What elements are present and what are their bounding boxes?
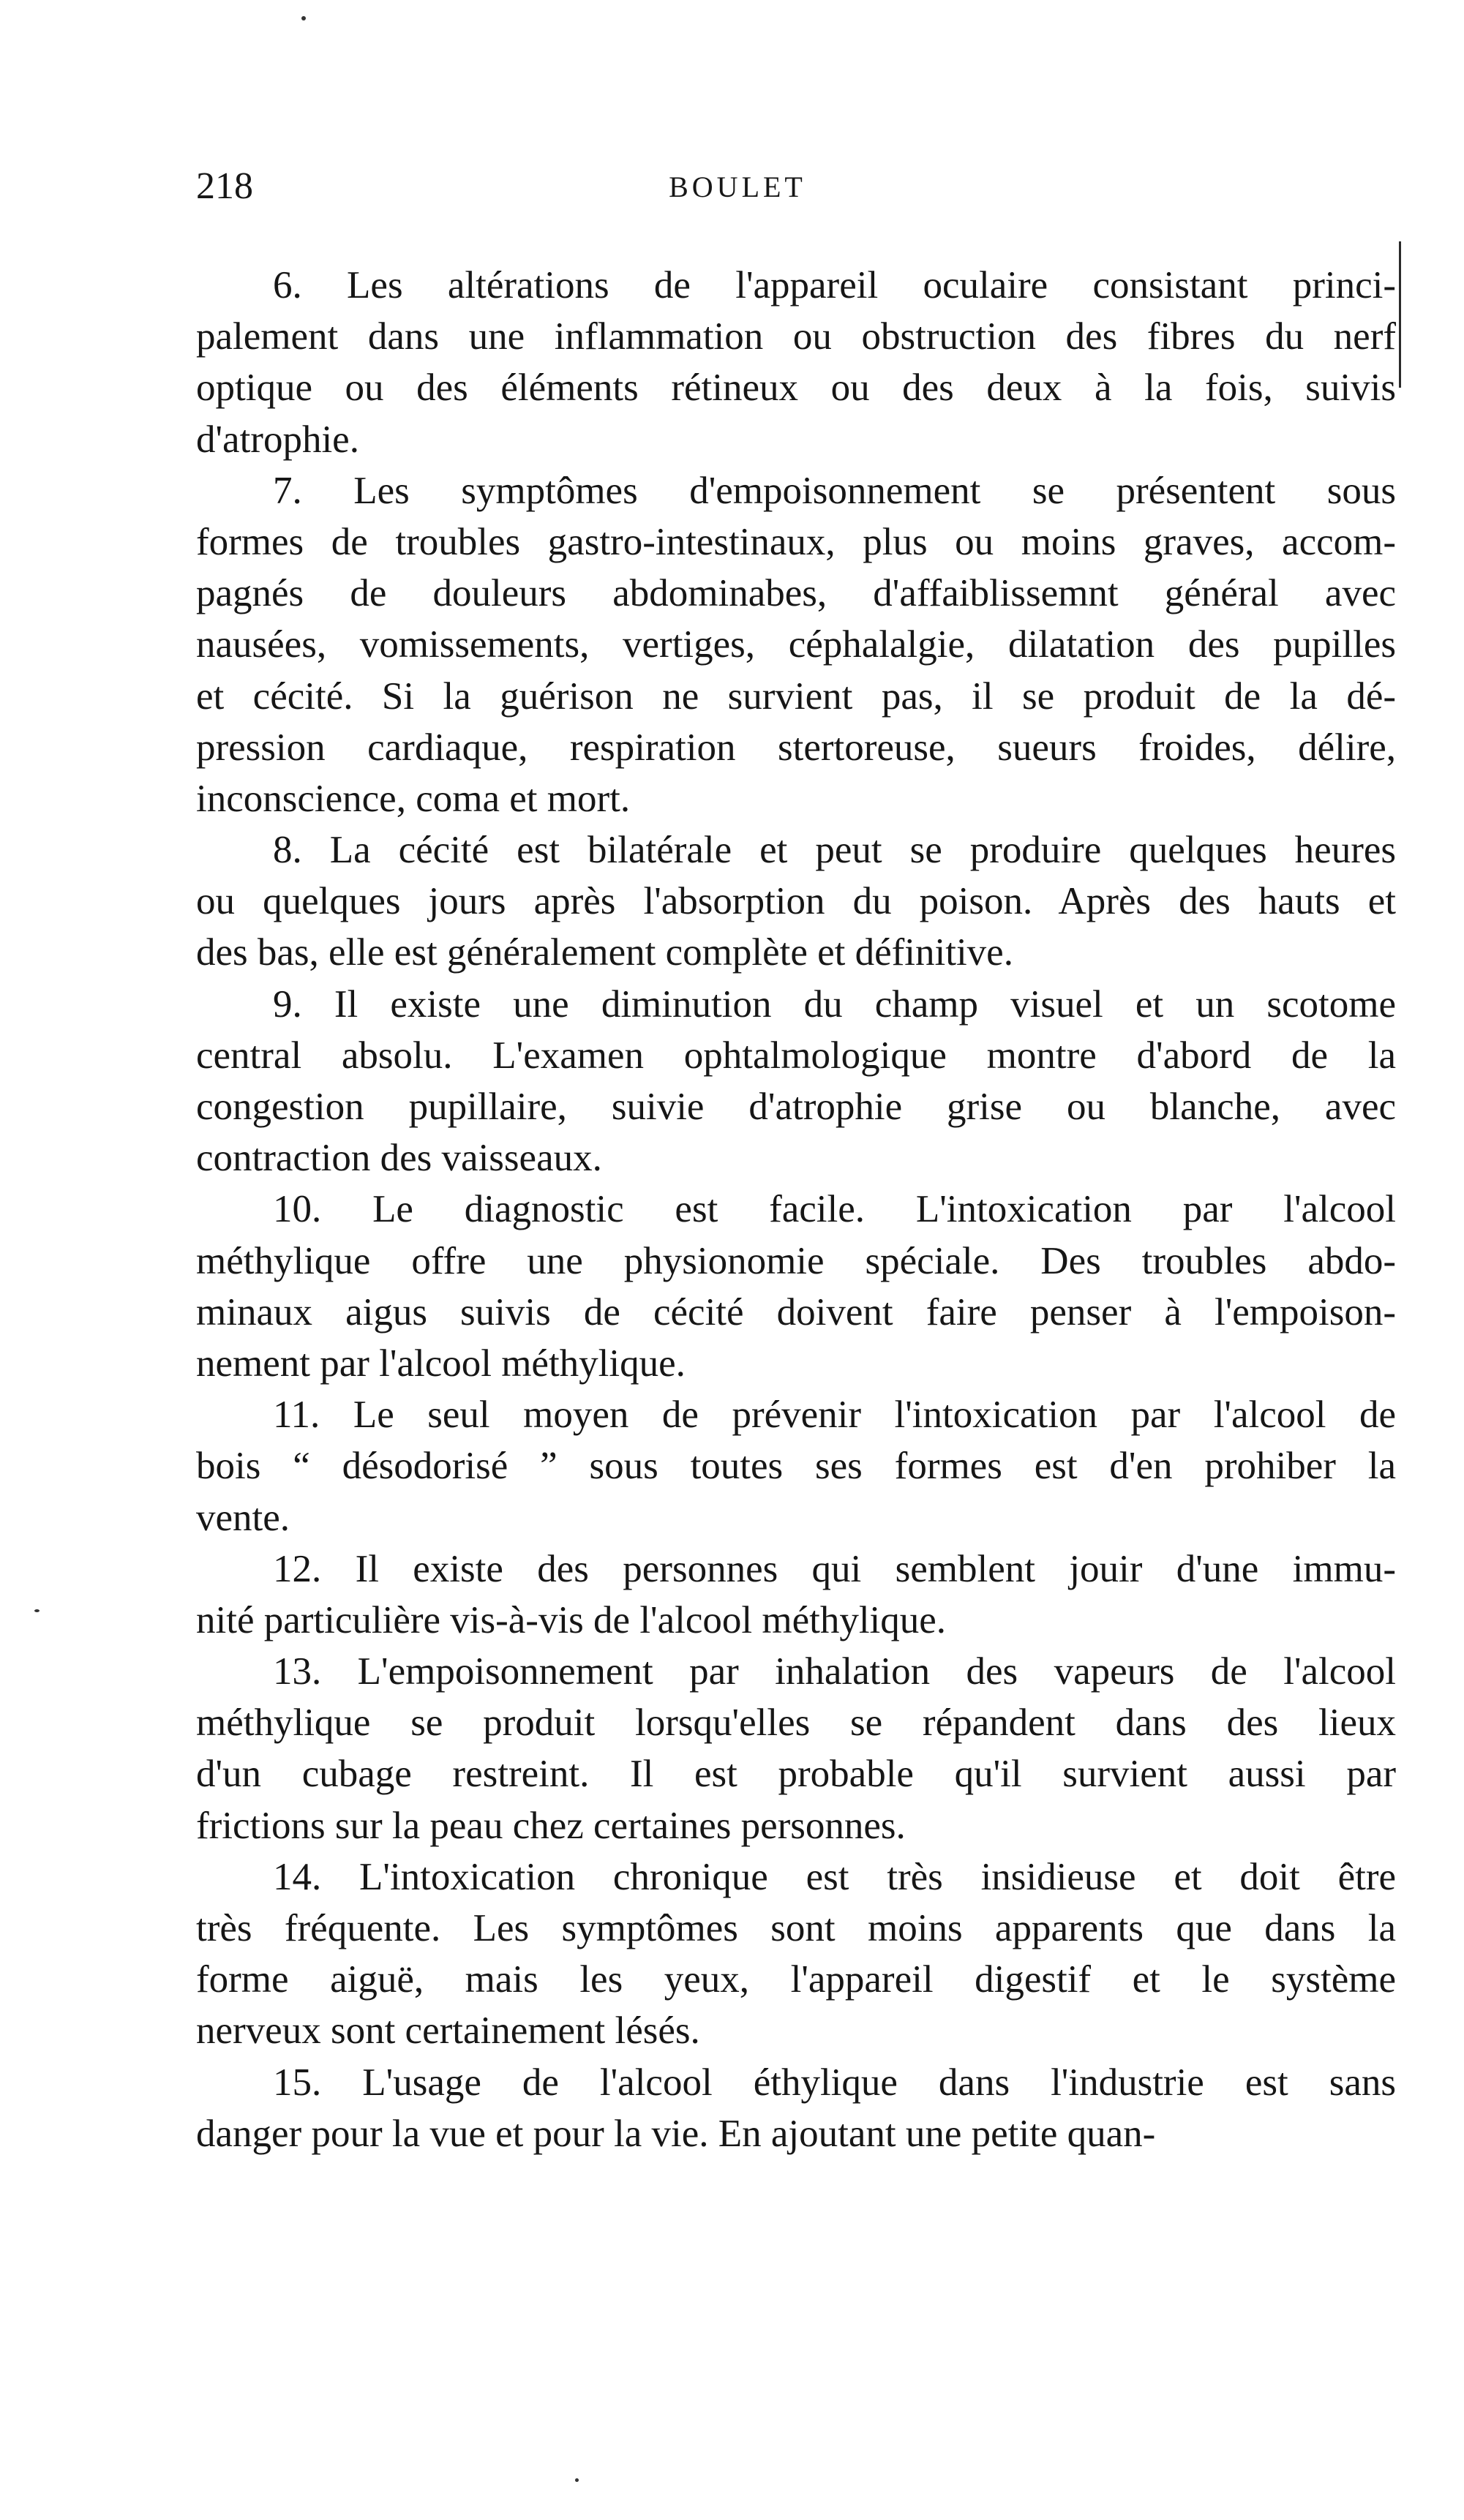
paragraph-line xyxy=(196,1800,1396,1851)
paragraph-first-line xyxy=(196,1184,1396,1235)
line-text: contraction des vaisseaux. xyxy=(196,1137,602,1180)
line-text: nausées, vomissements, vertiges, céphalalgie, dilatation des pupilles xyxy=(196,623,1396,666)
line-text: nerveux sont certainement lésés. xyxy=(196,2009,700,2053)
paragraph-line xyxy=(196,1903,1396,1954)
paragraph-line xyxy=(196,671,1396,722)
paragraph-first-line xyxy=(196,1389,1396,1440)
line-text: congestion pupillaire, suivie d'atrophie grise ou blanche, avec xyxy=(196,1086,1396,1128)
paragraph-line xyxy=(196,619,1396,670)
paragraph-line xyxy=(196,1081,1396,1132)
line-text: très fréquente. Les symptômes sont moins apparents que dans la xyxy=(196,1907,1396,1949)
line-text: Les altérations de l'appareil oculaire consistant princi- xyxy=(347,264,1396,306)
paragraph-line xyxy=(196,311,1396,362)
line-text: Les symptômes d'empoisonnement se présentent sous xyxy=(353,469,1397,512)
paragraph-line xyxy=(196,2108,1396,2159)
line-text: méthylique offre une physionomie spéciale. Des troubles abdo- xyxy=(196,1239,1396,1282)
line-text: nement par l'alcool méthylique. xyxy=(196,1342,686,1385)
paragraph-line xyxy=(196,414,1396,465)
paragraph-line xyxy=(196,2005,1396,2056)
paragraph-first-line xyxy=(196,1851,1396,1903)
line-text: nité particulière vis-à-vis de l'alcool méthylique. xyxy=(196,1598,947,1641)
paragraph-line xyxy=(196,722,1396,773)
line-text: La cécité est bilatérale et peut se produire quelques heures xyxy=(329,829,1397,872)
paragraph-line xyxy=(196,568,1396,619)
line-text: des bas, elle est généralement complète et définitive. xyxy=(196,931,1013,974)
line-text: méthylique se produit lorsqu'elles se répandent dans des lieux xyxy=(196,1701,1396,1745)
paragraph-line xyxy=(196,1287,1396,1338)
paragraph-line xyxy=(196,1235,1396,1287)
paragraph-number: 15. xyxy=(273,2061,322,2104)
paragraph-line xyxy=(196,1132,1396,1184)
line-text: Il existe une diminution du champ visuel et un scotome xyxy=(334,982,1396,1026)
paragraph-first-line xyxy=(196,1646,1396,1697)
margin-rule xyxy=(1399,241,1401,388)
line-text: bois “ désodorisé ” sous toutes ses formes est d'en prohiber la xyxy=(196,1445,1396,1488)
line-text: Le seul moyen de prévenir l'intoxication par l'alcool de xyxy=(353,1393,1397,1437)
line-text: inconscience, coma et mort. xyxy=(196,777,631,820)
line-text: vente. xyxy=(196,1496,290,1539)
paragraph-number: 7. xyxy=(273,469,302,512)
paragraph-line xyxy=(196,1595,1396,1646)
paragraph-line xyxy=(196,1030,1396,1081)
paragraph-line xyxy=(196,1440,1396,1492)
paragraph-line xyxy=(196,1697,1396,1748)
paragraph-line xyxy=(196,1492,1396,1543)
paragraph-first-line xyxy=(196,979,1396,1030)
line-text: minaux aigus suivis de cécité doivent faire penser à l'empoison- xyxy=(196,1290,1396,1334)
line-text: formes de troubles gastro-intestinaux, plus ou moins graves, accom- xyxy=(196,520,1396,563)
paragraph-number: 13. xyxy=(273,1650,322,1693)
line-text: pression cardiaque, respiration stertoreuse, sueurs froides, délire, xyxy=(196,726,1396,769)
paragraph-first-line xyxy=(196,465,1396,516)
paragraph-first-line xyxy=(196,1543,1396,1595)
print-speck xyxy=(301,16,306,20)
paragraph-number: 10. xyxy=(273,1188,322,1231)
line-text: palement dans une inflammation ou obstruction des fibres du nerf xyxy=(196,315,1396,358)
running-head: BOULET xyxy=(669,170,806,203)
paragraph-line xyxy=(196,362,1396,413)
page-number: 218 xyxy=(196,165,253,207)
paragraph-number: 14. xyxy=(273,1855,322,1898)
paragraph-line xyxy=(196,516,1396,568)
line-text: Il existe des personnes qui semblent jouir d'une immu- xyxy=(355,1547,1396,1590)
line-text: danger pour la vue et pour la vie. En ajoutant une petite quan- xyxy=(196,2112,1156,2155)
line-text: et cécité. Si la guérison ne survient pas, il se produit de la dé- xyxy=(196,674,1396,718)
paragraph-line xyxy=(196,876,1396,927)
paragraph-line xyxy=(196,1748,1396,1799)
print-speck xyxy=(34,1609,40,1612)
paragraph-number: 8. xyxy=(273,829,302,872)
paragraph-line xyxy=(196,773,1396,824)
paragraph-number: 11. xyxy=(273,1393,320,1437)
line-text: central absolu. L'examen ophtalmologique montre d'abord de la xyxy=(196,1034,1396,1077)
paragraph-number: 9. xyxy=(273,982,302,1026)
line-text: forme aiguë, mais les yeux, l'appareil digestif et le système xyxy=(196,1958,1396,2001)
paragraph-line xyxy=(196,1954,1396,2005)
page-header xyxy=(196,165,1396,216)
body-text xyxy=(196,260,1396,2159)
line-text: frictions sur la peau chez certaines personnes. xyxy=(196,1804,906,1847)
line-text: Le diagnostic est facile. L'intoxication par l'alcool xyxy=(372,1188,1396,1231)
paragraph-line xyxy=(196,927,1396,978)
paragraph-number: 6. xyxy=(273,264,302,306)
line-text: optique ou des éléments rétineux ou des deux à la fois, suivis xyxy=(196,366,1396,410)
line-text: L'intoxication chronique est très insidieuse et doit être xyxy=(359,1855,1396,1898)
line-text: pagnés de douleurs abdominabes, d'affaiblissemnt général avec xyxy=(196,572,1396,615)
line-text: d'atrophie. xyxy=(196,418,359,461)
paragraph-number: 12. xyxy=(273,1547,322,1590)
paragraph-first-line xyxy=(196,260,1396,311)
line-text: ou quelques jours après l'absorption du poison. Après des hauts et xyxy=(196,880,1396,923)
paragraph-first-line xyxy=(196,824,1396,876)
paragraph-first-line xyxy=(196,2057,1396,2108)
print-speck xyxy=(575,2478,579,2482)
line-text: L'empoisonnement par inhalation des vapeurs de l'alcool xyxy=(357,1650,1396,1693)
line-text: L'usage de l'alcool éthylique dans l'industrie est sans xyxy=(362,2061,1396,2104)
line-text: d'un cubage restreint. Il est probable qu'il survient aussi par xyxy=(196,1753,1396,1796)
paragraph-line xyxy=(196,1338,1396,1389)
